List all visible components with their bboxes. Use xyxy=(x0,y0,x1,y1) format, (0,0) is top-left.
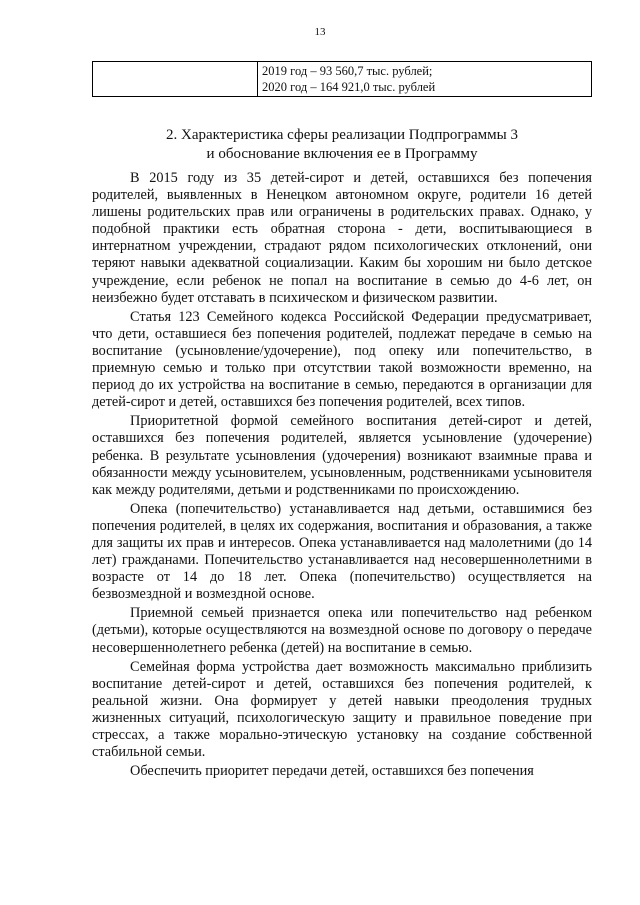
body-text xyxy=(92,170,592,782)
section-heading-line-2: и обоснование включения ее в Программу xyxy=(206,146,478,162)
paragraph: Опека (попечительство) устанавливается над детьми, оставшимися без попечения родителей, в целях их содержания, воспитания и образования, а также для защиты их прав и интересов. Опека устанавливается над малолетними (до 14 лет) гражданами. Попечительство устанавливается над несовершеннолетними в возрасте от 14 до 18 лет. Опека (попечительство) осуществляется на безвозмездной и возмездной основе. xyxy=(92,500,592,603)
paragraph: Статья 123 Семейного кодекса Российской Федерации предусматривает, что дети, оставшиеся без попечения родителей, подлежат передаче в семью на воспитание (усыновление/удочерение), под опеку или попечительство, в приемную семью и только при отсутствии такой возможности временно, на период до их устройства на воспитание в семью, передаются в организации для детей-сирот и детей, оставшихся без попечения родителей, всех типов. xyxy=(92,308,592,411)
paragraph: Семейная форма устройства дает возможность максимально приблизить воспитание детей-сирот и детей, оставшихся без попечения родителей, к реальной жизни. Она формирует у детей навыки преодоления трудных жизненных ситуаций, психологическую защиту и правильное поведение при стрессах, а также морально-этическую установку на создание собственной стабильной семьи. xyxy=(92,658,592,761)
paragraph: В 2015 году из 35 детей-сирот и детей, оставшихся без попечения родителей, выявленных в Ненецком автономном округе, родители 16 детей лишены родительских прав или ограничены в родительских правах. Однако, у подобной практики есть обратная сторона - дети, воспитывающиеся в интернатном учреждении, страдают рядом психологических отклонений, они теряют навыки адекватной социализации. Каким бы хорошим ни было детское учреждение, если ребенок не попал на воспитание в семью до 4-6 лет, он неизбежно будет отставать в психическом и физическом развитии. xyxy=(92,170,592,306)
table-cell-empty xyxy=(93,62,258,97)
paragraph: Приоритетной формой семейного воспитания детей-сирот и детей, оставшихся без попечения родителей, является усыновление (удочерение) ребенка. В результате усыновления (удочерения) возникают взаимные права и обязанности между усыновителем, усыновленным, родственниками усыновителя как между родителями, детьми и родственниками по происхождению. xyxy=(92,413,592,498)
paragraph: Обеспечить приоритет передачи детей, оставшихся без попечения xyxy=(130,763,534,780)
table-cell-budget xyxy=(258,62,592,97)
section-heading-line-1: 2. Характеристика сферы реализации Подпрограммы 3 xyxy=(166,127,518,143)
paragraph: Приемной семьей признается опека или попечительство над ребенком (детьми), которые осуществляются на возмездной основе по договору о передаче несовершеннолетнего ребенка (детей) на воспитание в семью. xyxy=(92,605,592,656)
budget-table xyxy=(92,61,592,97)
page-number: 13 xyxy=(314,26,326,38)
table-row xyxy=(93,62,592,97)
budget-line-2019: 2019 год – 93 560,7 тыс. рублей; xyxy=(262,64,433,78)
budget-line-2020: 2020 год – 164 921,0 тыс. рублей xyxy=(262,80,436,94)
section-heading xyxy=(92,126,592,164)
